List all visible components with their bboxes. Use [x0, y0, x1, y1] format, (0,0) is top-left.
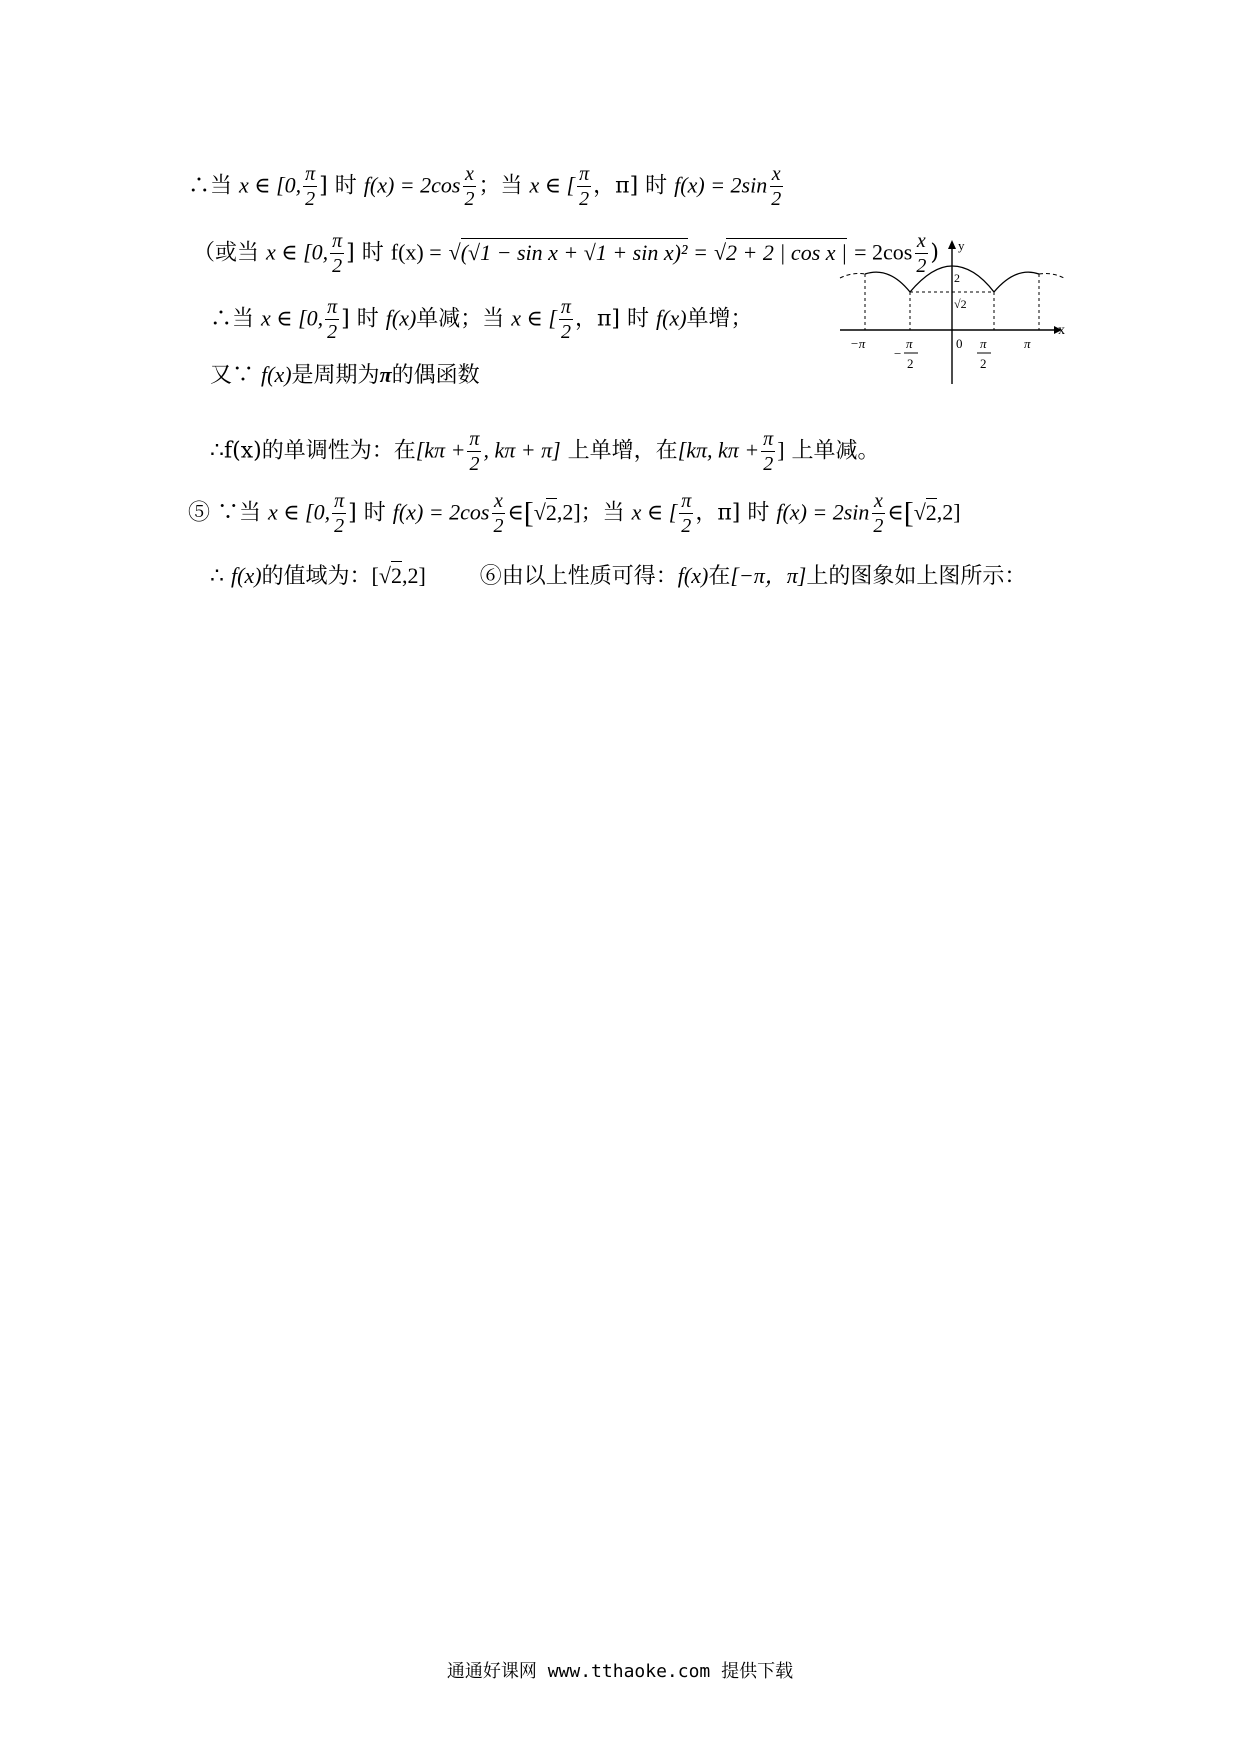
radicand: 2: [925, 499, 937, 525]
text: ∴当: [188, 173, 233, 199]
line-4: [210, 364, 480, 387]
math: =: [694, 239, 707, 265]
text: （或当: [193, 240, 260, 266]
tick-half-den: 2: [980, 356, 987, 371]
sqrt-expr: √2: [533, 499, 557, 525]
text: 在: [708, 564, 731, 589]
y-axis-arrow: [948, 240, 956, 249]
math: x ∈ [0,: [239, 172, 302, 198]
origin-label: 0: [956, 336, 963, 351]
math: [: [371, 563, 379, 588]
text: ] 时: [319, 173, 357, 199]
text: ∴: [210, 564, 224, 589]
math: f(x) = 2cos: [363, 172, 461, 198]
numerator: x: [465, 163, 474, 185]
numerator: π: [332, 230, 343, 252]
math: f(x): [677, 563, 709, 588]
math: f(x) =: [390, 239, 442, 265]
math: f(x): [656, 305, 687, 331]
text: ∴当: [210, 306, 255, 332]
denominator: 2: [873, 515, 884, 537]
math: ,2]: [936, 499, 961, 525]
math: f(x): [231, 563, 262, 588]
denominator: 2: [334, 515, 345, 537]
tick-half-num: π: [980, 336, 987, 351]
sqrt-expr: √2: [378, 563, 402, 588]
radicand: 2: [390, 563, 402, 588]
fraction: [303, 163, 317, 210]
fraction: [491, 490, 505, 537]
text: 上的图象如上图所示：: [806, 564, 1027, 589]
fraction: [330, 230, 344, 277]
math: x ∈ [0,: [266, 239, 329, 265]
graph-extension-left: [840, 274, 865, 279]
numerator: π: [579, 163, 590, 185]
numerator: x: [916, 230, 926, 252]
math: [kπ, kπ +: [677, 437, 760, 463]
numerator: π: [681, 490, 692, 512]
fraction: [769, 163, 783, 210]
denominator: 2: [464, 188, 475, 210]
line-2: [193, 230, 939, 277]
text: ；当: [478, 173, 523, 199]
math: x ∈ [: [511, 305, 557, 331]
math: ∈: [507, 499, 524, 525]
fraction: [325, 296, 339, 343]
line-7: [210, 565, 1026, 588]
numerator: π: [560, 296, 571, 318]
denominator: 2: [579, 188, 590, 210]
fraction: [761, 428, 775, 475]
numerator: x: [873, 490, 883, 512]
numerator: π: [305, 163, 316, 185]
radicand: 2 + 2 | cos x |: [726, 239, 848, 265]
footer: 通通好课网 www.tthaoke.com 提供下载: [446, 1661, 794, 1682]
math: x ∈ [: [529, 172, 576, 198]
x-axis-label: x: [1058, 323, 1065, 338]
function-graph: [832, 236, 1070, 384]
tick-neg-pi: −π: [850, 336, 866, 351]
text: ；当: [580, 500, 625, 526]
denominator: 2: [332, 255, 343, 277]
math: f(x): [261, 362, 292, 387]
fraction: [679, 490, 693, 537]
fraction: [332, 490, 346, 537]
fraction: [871, 490, 885, 537]
tick-neg-half-den: 2: [907, 356, 914, 371]
fraction: [467, 428, 481, 475]
text: 上单增，在: [567, 438, 678, 464]
denominator: 2: [916, 255, 927, 277]
text: 单增；: [686, 306, 753, 332]
text: 上单减。: [791, 438, 880, 464]
text: ⑤ ∵当: [188, 500, 261, 526]
math: f(x) = 2cos: [392, 499, 490, 525]
math: [−π，π]: [730, 563, 807, 588]
fraction: [577, 163, 591, 210]
text: ] 时: [348, 500, 386, 526]
text: 是周期为: [291, 363, 380, 388]
tick-neg-half-num: π: [906, 336, 913, 351]
math: f(x) = 2sin: [776, 499, 870, 525]
math: f(x): [385, 305, 417, 331]
denominator: 2: [560, 321, 571, 343]
sqrt-expr: √2 + 2 | cos x |: [713, 239, 848, 265]
line-1: [188, 163, 785, 210]
numerator: π: [334, 490, 345, 512]
text: ] 时: [341, 306, 379, 332]
text: 单减；当: [416, 306, 505, 332]
denominator: 2: [327, 321, 338, 343]
text: ，π] 时: [593, 173, 668, 199]
math: π: [379, 362, 392, 387]
sqrt-expr: √(√1 − sin x + √1 + sin x)²: [448, 239, 688, 265]
text: ，π] 时: [695, 500, 770, 526]
y-tick-sqrt2: √2: [954, 297, 967, 311]
denominator: 2: [493, 515, 504, 537]
line-6: [188, 490, 961, 537]
text: ⑥由以上性质可得：: [479, 564, 678, 589]
math: x ∈ [: [631, 499, 678, 525]
math: = 2cos: [854, 239, 913, 265]
text: 又∵: [210, 363, 255, 388]
numerator: π: [327, 296, 338, 318]
math: ,2]: [556, 499, 581, 525]
math: ∈: [887, 499, 904, 525]
line-3: [210, 296, 753, 343]
radicand: 2: [545, 499, 557, 525]
text: 的值域为：: [261, 564, 372, 589]
text: ∴f(x)的单调性为：在: [210, 438, 416, 464]
numerator: π: [763, 428, 774, 450]
fraction: [462, 163, 476, 210]
numerator: x: [771, 163, 781, 185]
tick-neg-half-minus: −: [894, 346, 902, 361]
numerator: π: [469, 428, 480, 450]
math: [kπ +: [415, 437, 466, 463]
denominator: 2: [763, 453, 774, 475]
text: ] 时: [346, 240, 384, 266]
math: x ∈ [0,: [268, 499, 331, 525]
y-tick-2: 2: [954, 271, 960, 285]
bracket: [: [903, 496, 914, 530]
numerator: x: [493, 490, 503, 512]
text: ): [930, 240, 939, 266]
tick-pi: π: [1024, 336, 1031, 351]
math: f(x) = 2sin: [674, 172, 768, 198]
denominator: 2: [771, 188, 782, 210]
math: ,2]: [401, 563, 426, 588]
bracket: [: [523, 496, 534, 530]
denominator: 2: [305, 188, 316, 210]
math: x ∈ [0,: [261, 305, 324, 331]
graph-extension-right: [1039, 274, 1064, 279]
text: 的偶函数: [391, 363, 480, 388]
y-axis-label: y: [958, 238, 965, 253]
line-5: [210, 428, 880, 475]
sqrt-expr: √2: [913, 499, 937, 525]
denominator: 2: [469, 453, 480, 475]
denominator: 2: [681, 515, 692, 537]
radicand: (√1 − sin x + √1 + sin x)²: [460, 239, 688, 265]
text: ，π] 时: [574, 306, 649, 332]
math: , kπ + π]: [483, 437, 561, 463]
math: ]: [777, 437, 785, 463]
fraction: [559, 296, 573, 343]
